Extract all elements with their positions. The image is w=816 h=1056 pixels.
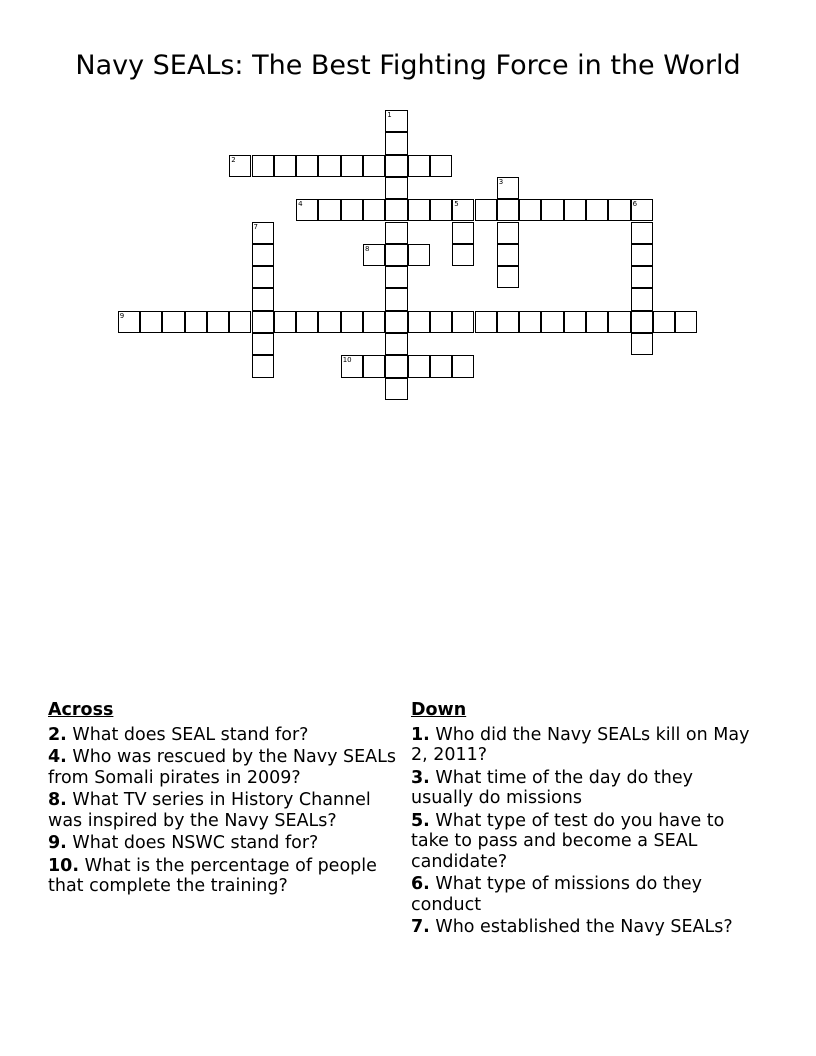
clue-text: What does NSWC stand for? [66, 833, 319, 853]
grid-cell[interactable] [252, 222, 274, 244]
clue-text: Who established the Navy SEALs? [429, 917, 733, 937]
grid-cell[interactable] [363, 155, 385, 177]
grid-cell[interactable] [162, 311, 184, 333]
grid-cell[interactable] [385, 132, 407, 154]
grid-cell[interactable] [408, 244, 430, 266]
grid-cell[interactable] [497, 222, 519, 244]
grid-cell[interactable] [519, 199, 541, 221]
grid-cell[interactable] [497, 311, 519, 333]
grid-cell[interactable] [475, 311, 497, 333]
grid-cell[interactable] [385, 311, 407, 333]
grid-cell[interactable] [408, 155, 430, 177]
grid-cell[interactable] [430, 155, 452, 177]
page-title: Navy SEALs: The Best Fighting Force in the World [75, 50, 741, 81]
grid-cell[interactable] [252, 288, 274, 310]
clue-number: 7 [253, 222, 258, 231]
across-clue [48, 790, 403, 831]
clue-text: What does SEAL stand for? [66, 724, 309, 745]
clue-number: 9 [119, 311, 125, 320]
grid-cell[interactable] [608, 199, 630, 221]
grid-cell[interactable] [631, 244, 653, 266]
grid-cell[interactable] [140, 311, 162, 333]
grid-cell[interactable] [497, 244, 519, 266]
grid-cell[interactable] [363, 199, 385, 221]
grid-cell[interactable] [631, 311, 653, 333]
grid-cell[interactable] [497, 266, 519, 288]
crossword-grid [0, 0, 816, 420]
grid-cell[interactable] [296, 155, 318, 177]
down-heading: Down [411, 700, 467, 720]
grid-cell[interactable] [452, 244, 474, 266]
grid-cell[interactable] [430, 355, 452, 377]
grid-cell[interactable] [452, 222, 474, 244]
grid-cell[interactable] [608, 311, 630, 333]
grid-cell[interactable] [452, 311, 474, 333]
grid-cell[interactable] [363, 244, 385, 266]
down-clue [411, 725, 756, 766]
grid-cell[interactable] [385, 110, 407, 132]
grid-cell[interactable] [430, 199, 452, 221]
clue-number: 4 [298, 200, 303, 209]
grid-cell[interactable] [586, 311, 608, 333]
clue-number: 5 [454, 200, 459, 209]
clue-number-label: 9. [48, 833, 67, 853]
grid-cell[interactable] [363, 355, 385, 377]
grid-cell[interactable] [385, 155, 407, 177]
grid-cell[interactable] [631, 266, 653, 288]
grid-cell[interactable] [207, 311, 229, 333]
grid-cell[interactable] [519, 311, 541, 333]
clue-number: 6 [632, 200, 638, 209]
grid-cell[interactable] [318, 311, 340, 333]
clue-number: 1 [387, 111, 392, 119]
grid-cell[interactable] [296, 199, 318, 221]
grid-cell[interactable] [564, 199, 586, 221]
clue-number-label: 7. [411, 917, 430, 937]
clue-number: 8 [365, 244, 370, 253]
grid-cell[interactable] [541, 199, 563, 221]
grid-cell[interactable] [675, 311, 697, 333]
grid-cell[interactable] [385, 177, 407, 199]
clue-text: What is the percentage of people that complete the training? [48, 855, 377, 896]
grid-cell[interactable] [475, 199, 497, 221]
clue-text: What type of test do you have to take to pass and become a SEAL candidate? [411, 810, 725, 872]
grid-cell[interactable] [341, 155, 363, 177]
down-clue [411, 917, 756, 938]
grid-cell[interactable] [385, 244, 407, 266]
grid-cell[interactable] [341, 355, 363, 377]
clue-number-label: 5. [411, 810, 430, 831]
clue-number-label: 4. [48, 747, 67, 767]
grid-cell[interactable] [252, 355, 274, 377]
grid-cell[interactable] [631, 222, 653, 244]
grid-cell[interactable] [385, 378, 407, 400]
clue-number-label: 2. [48, 724, 67, 745]
across-clue [48, 725, 403, 746]
grid-cell[interactable] [631, 199, 653, 221]
grid-cell[interactable] [274, 155, 296, 177]
grid-cell[interactable] [385, 355, 407, 377]
grid-cell[interactable] [631, 288, 653, 310]
grid-cell[interactable] [229, 155, 251, 177]
clue-text: What time of the day do they usually do missions [411, 767, 693, 808]
down-clues [411, 700, 756, 940]
grid-cell[interactable] [363, 311, 385, 333]
across-clue [48, 833, 403, 854]
grid-cell[interactable] [252, 333, 274, 355]
grid-cell[interactable] [341, 199, 363, 221]
grid-cell[interactable] [586, 199, 608, 221]
down-clue-list [411, 725, 756, 938]
clue-text: Who did the Navy SEALs kill on May 2, 2011? [411, 724, 750, 765]
across-clue [48, 856, 403, 897]
grid-cell[interactable] [385, 288, 407, 310]
across-clue [48, 747, 403, 788]
clue-number-label: 6. [411, 874, 430, 894]
down-clue [411, 811, 756, 873]
across-clue-list [48, 725, 403, 897]
clue-number-label: 1. [411, 724, 430, 745]
grid-cell[interactable] [385, 199, 407, 221]
grid-cell[interactable] [430, 311, 452, 333]
grid-cell[interactable] [497, 199, 519, 221]
grid-cell[interactable] [318, 199, 340, 221]
clue-number: 3 [498, 177, 504, 186]
clue-text: What type of missions do they conduct [411, 874, 702, 915]
clue-number-label: 8. [48, 790, 67, 810]
grid-cell[interactable] [341, 311, 363, 333]
grid-cell[interactable] [252, 311, 274, 333]
across-heading: Across [48, 700, 114, 720]
down-clue [411, 874, 756, 915]
across-clues [48, 700, 403, 899]
grid-cell[interactable] [318, 155, 340, 177]
grid-cell[interactable] [118, 311, 140, 333]
grid-cell[interactable] [274, 311, 296, 333]
grid-cell[interactable] [564, 311, 586, 333]
grid-cell[interactable] [653, 311, 675, 333]
grid-cell[interactable] [497, 177, 519, 199]
clue-text: Who was rescued by the Navy SEALs from Somali pirates in 2009? [48, 747, 397, 788]
clue-number-label: 3. [411, 767, 430, 788]
grid-cell[interactable] [408, 355, 430, 377]
clue-number-label: 10. [48, 855, 80, 876]
grid-cell[interactable] [385, 222, 407, 244]
grid-cell[interactable] [252, 155, 274, 177]
grid-cell[interactable] [452, 355, 474, 377]
grid-cell[interactable] [252, 244, 274, 266]
clue-number: 10 [342, 356, 352, 365]
grid-cell[interactable] [452, 199, 474, 221]
down-clue [411, 768, 756, 809]
grid-cell[interactable] [185, 311, 207, 333]
grid-cell[interactable] [408, 311, 430, 333]
grid-cell[interactable] [541, 311, 563, 333]
clue-text: What TV series in History Channel was inspired by the Navy SEALs? [48, 790, 371, 831]
grid-cell[interactable] [408, 199, 430, 221]
grid-cell[interactable] [385, 333, 407, 355]
grid-cell[interactable] [229, 311, 251, 333]
grid-cell[interactable] [385, 266, 407, 288]
clue-number: 2 [231, 155, 236, 164]
grid-cell[interactable] [252, 266, 274, 288]
grid-cell[interactable] [296, 311, 318, 333]
grid-cell[interactable] [631, 333, 653, 355]
